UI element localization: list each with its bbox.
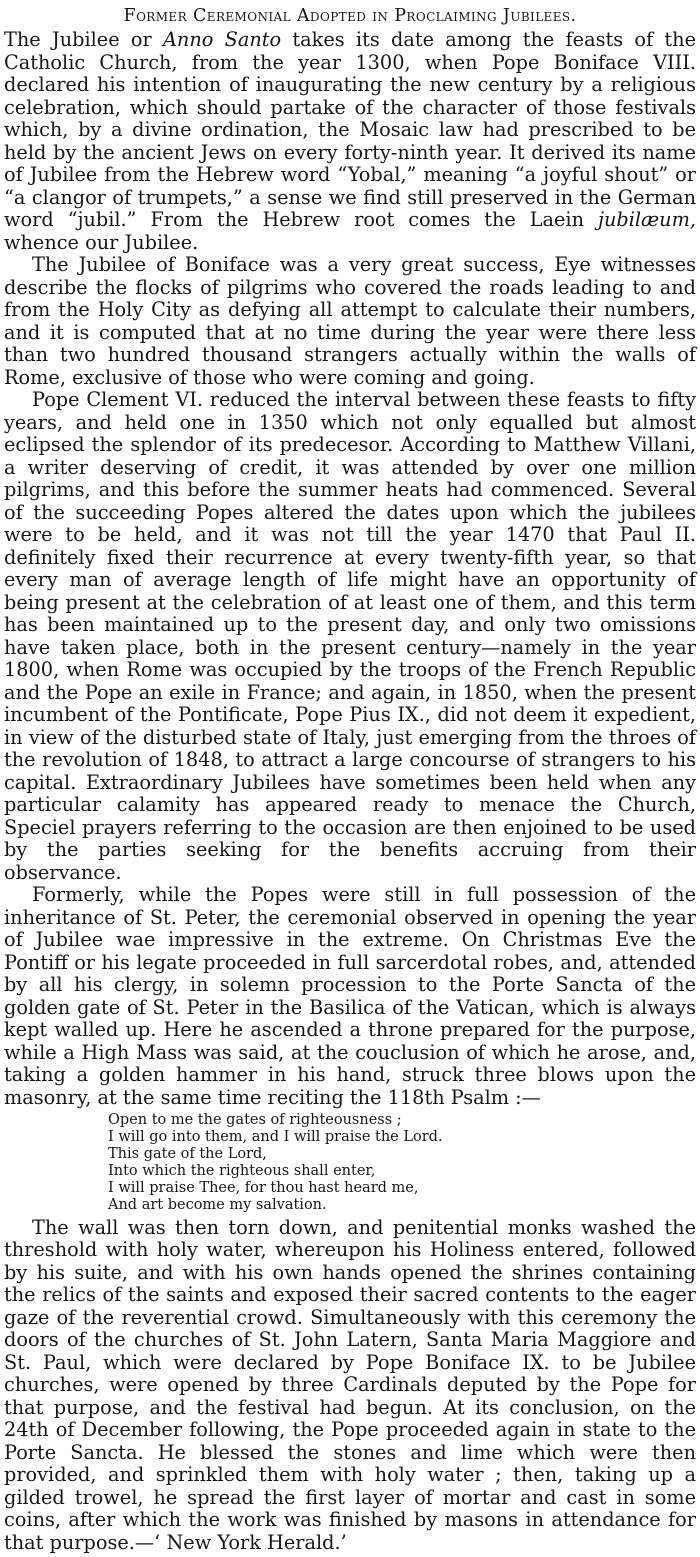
psalm-line: I will go into them, and I will praise the Lord. [108, 1129, 443, 1146]
psalm-line: I will praise Thee, for thou hast heard me, [108, 1180, 419, 1197]
paragraph-3: Pope Clement VI. reduced the interval between these feasts to fifty years, and held one in 1350 which not only equalled but almost eclipsed the splendor of its predecesor. According to Matthew Villani, a writer deserving of credit, it was attended by over one million pilgrims, and this before the summer heats had commenced. Several of the succeeding Popes altered the dates upon which the jubilees were to be held, and it was not till the year 1470 that Paul II. definitely fixed their recurrence at every twenty-fifth year, so that every man of average length of life might have an opportunity of being present at the celebration of at least one of them, and this term has been maintained up to the present day, and only two omissions have taken place, both in the present century—namely in the year 1800, when Rome was occupied by the troops of the French Republic and the Pope an exile in France; and again, in 1850, when the present incumbent of the Pontificate, Pope Pius IX., did not deem it expedient, in view of the disturbed state of Italy, just emerging from the throes of the revolution of 1848, to attract a large concourse of strangers to his capital. Extraordinary Jubilees have sometimes been held when any particular calamity has appeared ready to menace the Church, Speciel prayers referring to the occasion are then enjoined to be used by the parties seeking for the benefits accruing from their observance. [4, 388, 696, 884]
paragraph-2: The Jubilee of Boniface was a very great success, Eye witnesses describe the flocks of pilgrims who covered the roads leading to and from the Holy City as defying all attempt to calculate their numbers, and it is computed that at no time during the year were there less than two hundred thousand strangers actually within the walls of Rome, exclusive of those who were coming and going. [4, 253, 696, 389]
paragraph-1-part-e: whence our Jubilee. [4, 230, 199, 254]
psalm-line: This gate of the Lord, [108, 1146, 267, 1163]
paragraph-1-part-c: takes its date among the feasts of the Catholic Church, from the year 1300, when Pope Boniface VIII. declared his intention of inaugurating the new century by a religious celebration, which should partake of the character of those festivals which, by a divine ordination, the Mosaic law had prescribed to be held by the ancient Jews on every forty-ninth year. It derived its name of Jubilee from the Hebrew word “Yobal,” meaning “a joyful shout” or “a clangor of trumpets,” a sense we find still preserved in the German word “jubil.” From the Hebrew root comes the Laein [4, 28, 696, 231]
paragraph-1 [4, 29, 696, 254]
article-title: Former Ceremonial Adopted in Proclaiming Jubilees. [123, 6, 577, 26]
psalm-line: And art become my salvation. [108, 1197, 327, 1214]
jubilaeum-italic: jubilæum, [597, 208, 696, 231]
paragraph-4: Formerly, while the Popes were still in full possession of the inheritance of St. Peter, the ceremonial observed in opening the year of Jubilee wae impressive in the extreme. On Christmas Eve the Pontiff or his legate proceeded in full sarcerdotal robes, and, attended by all his clergy, in solemn procession to the Porte Sancta of the golden gate of St. Peter in the Basilica of the Vatican, which is always kept walled up. Here he ascended a throne prepared for the purpose, while a High Mass was said, at the couclusion of which he arose, and, taking a golden hammer in his hand, struck three blows upon the masonry, at the same time reciting the 118th Psalm :— [4, 883, 696, 1109]
psalm-quotation [108, 1112, 696, 1215]
anno-santo-italic: Anno Santo [163, 28, 282, 51]
psalm-line: Open to me the gates of righteousness ; [108, 1112, 402, 1128]
psalm-line: Into which the righteous shall enter, [108, 1163, 376, 1180]
paragraph-5: The wall was then torn down, and penitential monks washed the threshold with holy water, whereupon his Holiness entered, followed by his suite, and with his own hands opened the shrines containing the relics of the saints and exposed their sacred contents to the eager gaze of the reverential crowd. Simultaneously with this ceremony the doors of the churches of St. John Latern, Santa Maria Maggiore and St. Paul, which were declared by Pope Boniface IX. to be Jubilee churches, were opened by three Cardinals deputed by the Pope for that purpose, and the festival had begun. At its conclusion, on the 24th of December following, the Pope proceeded again in state to the Porte Sancta. He blessed the stones and lime which were then provided, and sprinkled them with holy water ; then, taking up a gilded trowel, he spread the first layer of mortar and cast in some coins, after which the work was finished by masons in attendance for that purpose.—‘ New York Herald.’ [4, 1215, 696, 1554]
paragraph-1-part-a: The Jubilee or [4, 28, 163, 51]
